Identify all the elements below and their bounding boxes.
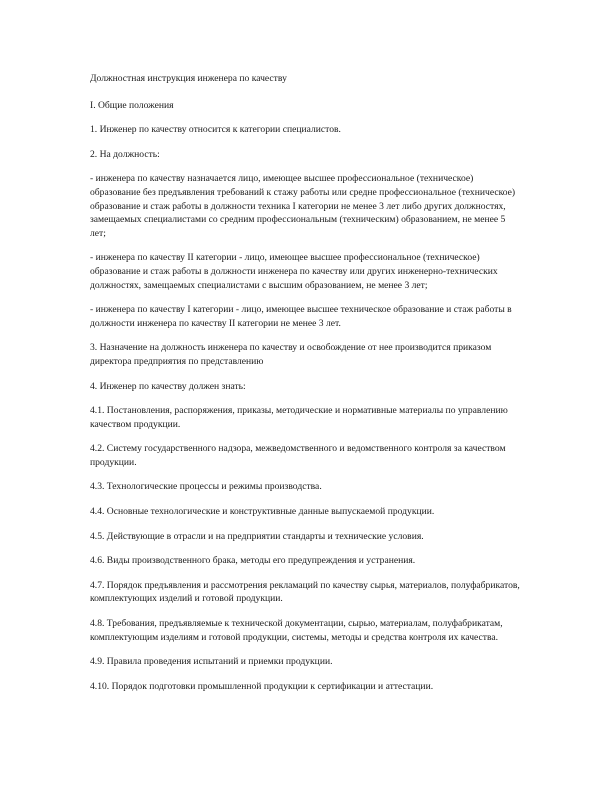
- document-title: Должностная инструкция инженера по качеству: [90, 73, 287, 84]
- paragraph-1: 1. Инженер по качеству относится к категории специалистов.: [90, 124, 341, 136]
- paragraph-3: 3. Назначение на должность инженера по качеству и освобождение от нее производится приказом директора предприятия по представлению: [90, 342, 492, 367]
- paragraph-4: 4. Инженер по качеству должен знать:: [90, 380, 246, 392]
- paragraph-2: 2. На должность:: [90, 148, 160, 160]
- paragraph-4-5: 4.5. Действующие в отрасли и на предприятии стандарты и технические условия.: [90, 530, 424, 542]
- paragraph-4-7: 4.7. Порядок предъявления и рассмотрения рекламаций по качеству сырья, материалов, полуфабрикатов, комплектующих изделий и готовой продукции.: [90, 579, 520, 605]
- paragraph-4-8: 4.8. Требования, предъявляемые к технической документации, сырью, материалам, полуфабрикатам, комплектующим изделиям и готовой продукции, системы, методы и средства контроля их качества.: [90, 618, 503, 643]
- paragraph-4-1: 4.1. Постановления, распоряжения, приказы, методические и нормативные материалы по управлению качеством продукции.: [90, 405, 508, 430]
- paragraph-2-item-category-1: - инженера по качеству I категории - лицо, имеющее высшее техническое образование и стаж работы в должности инженера по качеству II категории не менее 3 лет.: [90, 304, 512, 329]
- paragraph-2-item-engineer: - инженера по качеству назначается лицо, имеющее высшее профессиональное (техническое) образование без предъявления требований к стажу работы или средне профессиональное (техническое) образование и стаж работы в должности техника I категории не менее 3 лет либо других должностях, замещаемых специалистами со средним профессиональным (техническим) образованием, не менее 5 лет;: [90, 173, 516, 239]
- paragraph-2-item-category-2: - инженера по качеству II категории - лицо, имеющее высшее профессиональное (техническое) образование и стаж работы в должности инженера по качеству или других инженерно-технических должностях, замещаемых специалистами с высшим образованием, не менее 3 лет;: [90, 252, 498, 291]
- paragraph-4-2: 4.2. Систему государственного надзора, межведомственного и ведомственного контроля за качеством продукции.: [90, 443, 506, 468]
- paragraph-4-4: 4.4. Основные технологические и конструктивные данные выпускаемой продукции.: [90, 506, 435, 518]
- paragraph-4-10: 4.10. Порядок подготовки промышленной продукции к сертификации и аттестации.: [90, 680, 434, 692]
- section-heading-general: I. Общие положения: [90, 99, 174, 111]
- paragraph-4-9: 4.9. Правила проведения испытаний и приемки продукции.: [90, 656, 333, 668]
- document-page: [90, 72, 522, 704]
- paragraph-4-3: 4.3. Технологические процессы и режимы производства.: [90, 481, 322, 493]
- paragraph-4-6: 4.6. Виды производственного брака, методы его предупреждения и устранения.: [90, 555, 416, 567]
